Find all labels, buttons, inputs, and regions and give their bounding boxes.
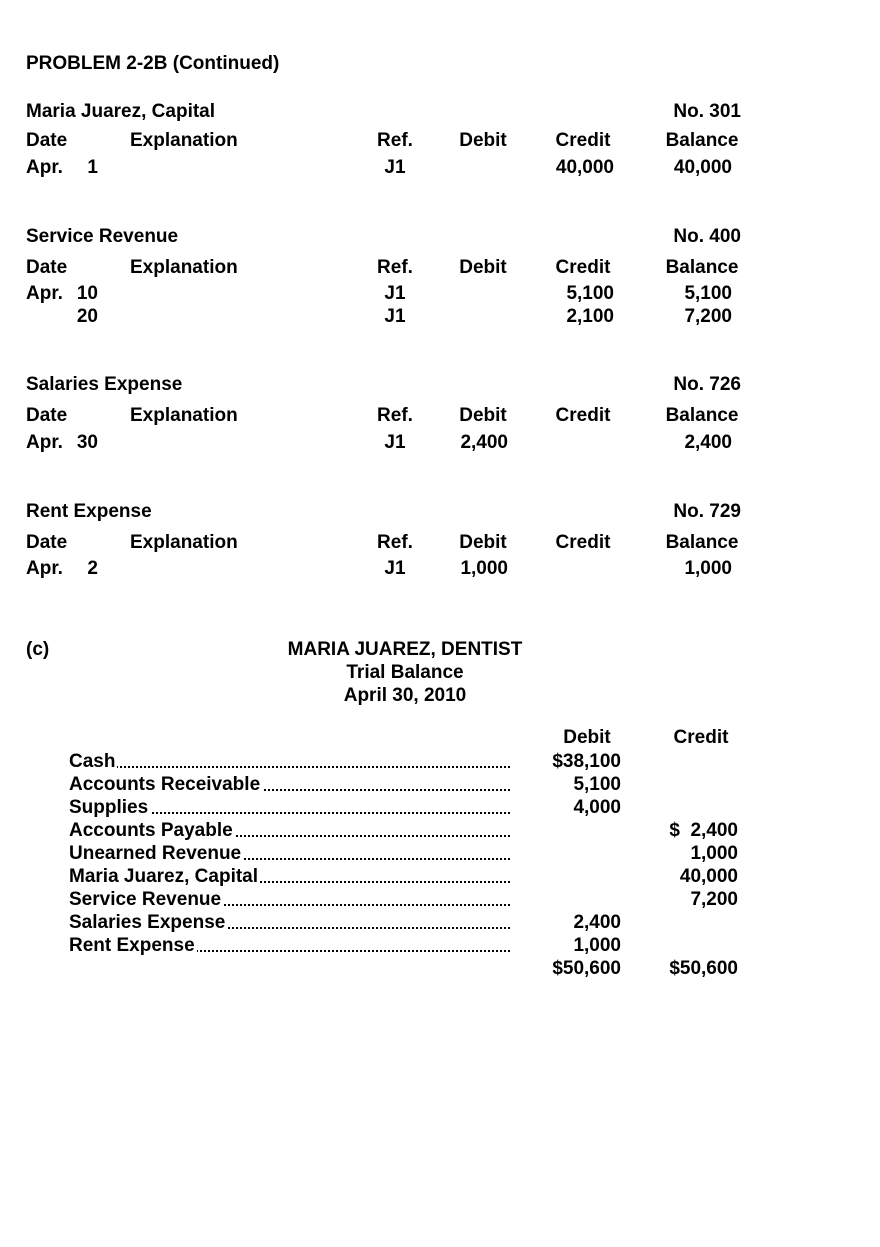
row-ref: J1: [384, 432, 406, 453]
tb-account: Cash: [69, 751, 116, 772]
header-credit: Credit: [555, 405, 611, 426]
row-ref: J1: [384, 283, 406, 304]
company-name: MARIA JUAREZ, DENTIST: [287, 639, 523, 660]
tb-total-debit: $50,600: [552, 958, 621, 979]
row-credit: 40,000: [555, 157, 614, 178]
tb-debit: 5,100: [573, 774, 621, 795]
row-credit: 5,100: [566, 283, 614, 304]
row-balance: 1,000: [684, 558, 732, 579]
header-ref: Ref.: [377, 257, 413, 278]
tb-account-line: [69, 843, 510, 865]
row-day: 1: [87, 157, 98, 178]
row-day: 30: [76, 432, 98, 453]
tb-account: Rent Expense: [69, 935, 195, 956]
tb-account-line: [69, 751, 510, 773]
header-balance: Balance: [665, 532, 739, 553]
header-balance: Balance: [665, 257, 739, 278]
header-ref: Ref.: [377, 532, 413, 553]
header-date: Date: [26, 257, 68, 278]
tb-account-line: [69, 935, 510, 957]
tb-debit: 2,400: [573, 912, 621, 933]
header-explanation: Explanation: [130, 257, 238, 278]
header-credit: Credit: [555, 257, 611, 278]
tb-account: Accounts Receivable: [69, 774, 261, 795]
tb-account: Service Revenue: [69, 889, 222, 910]
account-name: Salaries Expense: [26, 374, 183, 395]
header-ref: Ref.: [377, 130, 413, 151]
header-balance: Balance: [665, 405, 739, 426]
tb-account-line: [69, 820, 510, 842]
row-debit: 2,400: [460, 432, 508, 453]
tb-account-line: [69, 797, 510, 819]
row-month: Apr.: [26, 283, 63, 304]
header-credit: Credit: [555, 130, 611, 151]
header-date: Date: [26, 532, 68, 553]
account-number: No. 400: [673, 226, 741, 247]
problem-title: PROBLEM 2-2B (Continued): [26, 53, 280, 74]
header-explanation: Explanation: [130, 130, 238, 151]
row-balance: 5,100: [684, 283, 732, 304]
row-month: Apr.: [26, 157, 63, 178]
tb-credit: 40,000: [679, 866, 738, 887]
account-name: Maria Juarez, Capital: [26, 101, 216, 122]
tb-account: Unearned Revenue: [69, 843, 242, 864]
header-debit: Debit: [459, 257, 507, 278]
header-debit: Debit: [459, 405, 507, 426]
tb-debit: 4,000: [573, 797, 621, 818]
header-debit: Debit: [459, 130, 507, 151]
account-number: No. 301: [673, 101, 741, 122]
tb-debit: $38,100: [552, 751, 621, 772]
header-date: Date: [26, 405, 68, 426]
row-debit: 1,000: [460, 558, 508, 579]
row-credit: 2,100: [566, 306, 614, 327]
row-day: 10: [76, 283, 98, 304]
row-ref: J1: [384, 306, 406, 327]
header-explanation: Explanation: [130, 532, 238, 553]
header-credit: Credit: [555, 532, 611, 553]
row-month: Apr.: [26, 432, 63, 453]
tb-account: Maria Juarez, Capital: [69, 866, 259, 887]
tb-credit: 1,000: [690, 843, 738, 864]
row-balance: 7,200: [684, 306, 732, 327]
header-explanation: Explanation: [130, 405, 238, 426]
statement-title: Trial Balance: [346, 662, 464, 683]
tb-debit: 1,000: [573, 935, 621, 956]
account-number: No. 729: [673, 501, 741, 522]
row-ref: J1: [384, 558, 406, 579]
statement-date: April 30, 2010: [343, 685, 467, 706]
part-label: (c): [26, 639, 50, 660]
row-balance: 2,400: [684, 432, 732, 453]
tb-account-line: [69, 866, 510, 888]
tb-credit: $ 2,400: [669, 820, 738, 841]
tb-account: Supplies: [69, 797, 149, 818]
row-day: 20: [76, 306, 98, 327]
account-number: No. 726: [673, 374, 741, 395]
account-name: Rent Expense: [26, 501, 152, 522]
tb-credit: 7,200: [690, 889, 738, 910]
tb-total-credit: $50,600: [669, 958, 738, 979]
tb-debit-header: Debit: [563, 727, 611, 748]
tb-account: Salaries Expense: [69, 912, 226, 933]
row-balance: 40,000: [673, 157, 732, 178]
header-balance: Balance: [665, 130, 739, 151]
header-date: Date: [26, 130, 68, 151]
tb-account-line: [69, 774, 510, 796]
tb-account: Accounts Payable: [69, 820, 233, 841]
header-debit: Debit: [459, 532, 507, 553]
account-name: Service Revenue: [26, 226, 179, 247]
row-month: Apr.: [26, 558, 63, 579]
tb-account-line: [69, 889, 510, 911]
tb-account-line: [69, 912, 510, 934]
row-day: 2: [87, 558, 98, 579]
header-ref: Ref.: [377, 405, 413, 426]
tb-credit-header: Credit: [673, 727, 729, 748]
row-ref: J1: [384, 157, 406, 178]
